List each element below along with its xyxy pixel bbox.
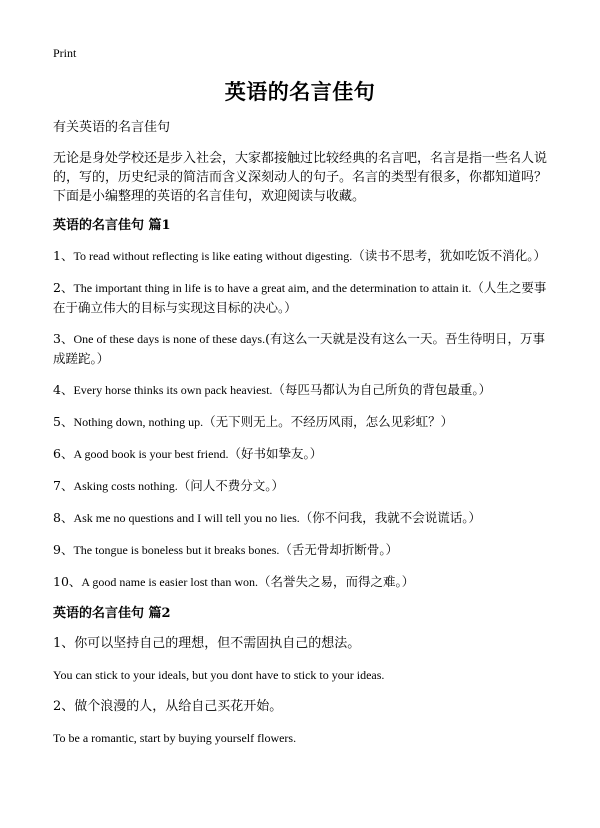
print-label[interactable]: Print (53, 46, 77, 60)
quote-item: 9、The tongue is boneless but it breaks bones.（舌无骨却折断骨。） (53, 542, 399, 557)
quote-chinese: （读书不思考，犹如吃饭不消化。） (352, 248, 546, 263)
quote-chinese: （每匹马都认为自己所负的背包最重。） (272, 382, 492, 397)
quote-item: 5、Nothing down, nothing up.（无下则无上。不经历风雨，怎么见彩虹？） (53, 414, 454, 429)
quote-item: 6、A good book is your best friend.（好书如挚友。） (53, 446, 323, 461)
quote-chinese: （你不问我，我就不会说谎话。） (299, 510, 482, 525)
quote-english: Nothing down, nothing up. (73, 415, 204, 429)
quote-chinese: （无下则无上。不经历风雨，怎么见彩虹？） (203, 414, 454, 429)
quote-chinese: 1、你可以坚持自己的理想，但不需固执自己的想法。 (53, 636, 361, 651)
quote-english: Ask me no questions and I will tell you no lies. (73, 511, 300, 525)
quote-english: A good name is easier lost than won. (81, 575, 259, 589)
quote-chinese: （人生之要事在于确立伟大的目标与实现这目标的决心。） (53, 280, 547, 315)
quote-chinese: （问人不费分文。） (177, 478, 285, 493)
quote-item: 4、Every horse thinks its own pack heaviest.（每匹马都认为自己所负的背包最重。） (53, 382, 492, 397)
quote-english: To be a romantic, start by buying yourself flowers. (53, 731, 297, 745)
quote-chinese: （舌无骨却折断骨。） (279, 542, 399, 557)
quote-item: 3、One of these days is none of these days.(有这么一天就是没有这么一天。吾生待明日，万事成蹉跎。） (53, 331, 545, 366)
quote-english: The important thing in life is to have a great aim, and the determination to attain it. (73, 281, 472, 295)
quote-item: 2、The important thing in life is to have a great aim, and the determination to attain it.（人生之要事在于确立伟大的目标与实现这目标的决心。） (53, 280, 547, 315)
quote-chinese: （好书如挚友。） (228, 446, 323, 461)
article-body (53, 118, 553, 760)
section-2-heading: 英语的名言佳句 篇2 (53, 606, 171, 621)
quote-english: You can stick to your ideals, but you dont have to stick to your ideas. (53, 668, 385, 682)
quote-english: One of these days is none of these days. (73, 332, 266, 346)
quote-english: Every horse thinks its own pack heaviest. (73, 383, 273, 397)
quote-chinese: （名誉失之易，而得之难。） (258, 574, 415, 589)
section-1-heading: 英语的名言佳句 篇1 (53, 218, 171, 233)
quote-english: Asking costs nothing. (73, 479, 178, 493)
quote-item: 8、Ask me no questions and I will tell you no lies.（你不问我，我就不会说谎话。） (53, 510, 482, 525)
quote-item: 1、To read without reflecting is like eating without digesting.（读书不思考，犹如吃饭不消化。） (53, 248, 546, 263)
page-title: 英语的名言佳句 (224, 80, 376, 104)
quote-english: The tongue is boneless but it breaks bones. (73, 543, 280, 557)
quote-english: To read without reflecting is like eating without digesting. (73, 249, 353, 263)
quote-chinese: (有这么一天就是没有这么一天。吾生待明日，万事成蹉跎。） (53, 331, 545, 366)
quote-chinese: 2、做个浪漫的人，从给自己买花开始。 (53, 699, 283, 714)
subtitle: 有关英语的名言佳句 (53, 120, 171, 135)
quote-english: A good book is your best friend. (73, 447, 229, 461)
quote-item: 7、Asking costs nothing.（问人不费分文。） (53, 478, 285, 493)
quote-item: 10、A good name is easier lost than won.（名誉失之易，而得之难。） (53, 574, 415, 589)
intro-paragraph: 无论是身处学校还是步入社会，大家都接触过比较经典的名言吧，名言是指一些名人说的，写的，历史纪录的简洁而含义深刻动人的句子。名言的类型有很多，你都知道吗？下面是小编整理的英语的名言佳句，欢迎阅读与收藏。 (53, 151, 548, 204)
